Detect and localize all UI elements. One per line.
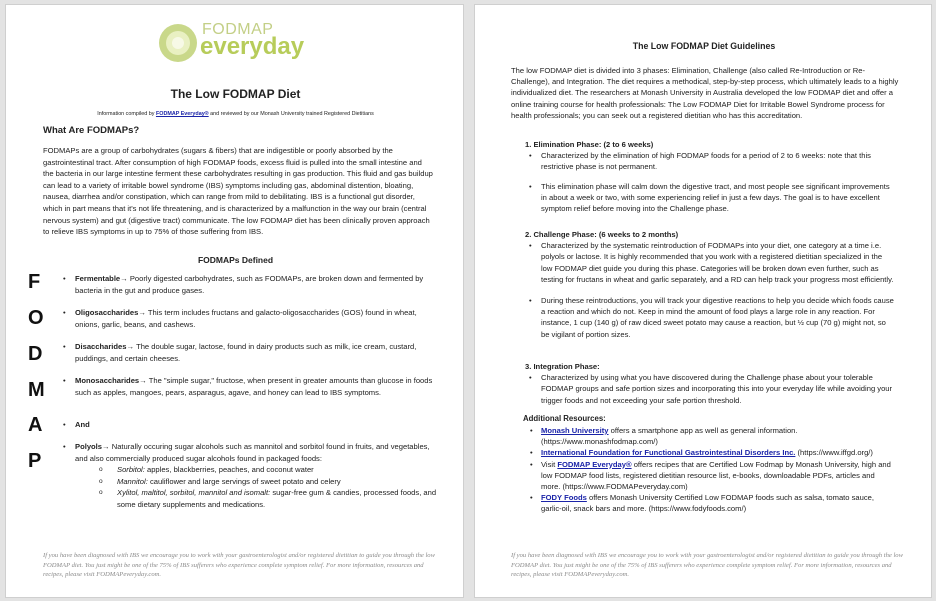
term-name: Polyols [75, 442, 103, 451]
resource-item [530, 459, 891, 493]
phase-title: 2. Challenge Phase: (6 weeks to 2 months) [525, 230, 679, 239]
term-name: Fermentable [75, 274, 121, 283]
document-page-2 [474, 4, 932, 598]
info-line [6, 111, 465, 117]
info-suffix: and reviewed by our Monash University trained Registered Dietitians [208, 111, 374, 117]
defined-heading: FODMAPs Defined [197, 255, 274, 265]
term-name: Monosaccharides [75, 376, 140, 385]
term-name: And [75, 420, 90, 429]
fodmap-everyday-link[interactable]: FODMAP Everyday® [155, 111, 209, 117]
polyol-item [95, 487, 441, 510]
resources-heading: Additional Resources: [523, 414, 606, 423]
term-text: Naturally occuring sugar alcohols such as mannitol and sorbitol found in fruits, and vegetables, and also commercially produced sugar alcohols found in packaged foods: [75, 442, 430, 463]
page-title: The Low FODMAP Diet [170, 87, 301, 101]
term-text: Poorly digested carbohydrates, such as FODMAPs, are broken down and fermented by bacteria in the gut and produce gases. [75, 274, 424, 295]
term-name: Disaccharides [75, 342, 127, 351]
acronym-letter: F [28, 271, 41, 293]
logo-top-text: FODMAP [202, 21, 274, 38]
polyol-item [95, 476, 441, 488]
polyol-name: Xylitol, maltitol, sorbitol, mannitol and isomalt: [117, 488, 271, 498]
phase-title: 1. Elimination Phase: (2 to 6 weeks) [525, 140, 654, 149]
polyol-text: apples, blackberries, peaches, and coconut water [144, 465, 314, 475]
phase-bullet: • During these reintroductions, you will track your digestive reactions to help you decide which foods cause a reaction and which do not. Keep in mind the amount of food plays a large role in any reaction. For instance, 1 cup (140 g) of raw diced sweet potato may cause a reaction, but ½ cup (70 g) might not, so be vigilant of portion sizes. [529, 295, 895, 340]
polyol-text: cauliflower and large servings of sweet potato and celery [147, 476, 341, 486]
intro-paragraph: The low FODMAP diet is divided into 3 phases: Elimination, Challenge (also called Re-Introduction or Re-Challenge), and Integration. The diet requires a methodical, step-by-step process, which ultimately leads to a highly individualized diet. The researchers at Monash University in Australia developed the low FODMAP diet and offer a online training course for health professionals: The Low FODMAP Diet for Irritable Bowel Syndrome process for health professionals; you can seek out a registered dietitian who has this accreditation. [511, 66, 899, 120]
term-name: Oligosaccharides [75, 308, 139, 317]
phase-bullet: • Characterized by the elimination of high FODMAP foods for a period of 2 to 6 weeks: note that this restrictive phase is not permanent. [529, 150, 895, 172]
polyol-name: Mannitol: [117, 476, 148, 486]
acronym-letter: P [28, 450, 42, 472]
term-item [61, 441, 441, 511]
resource-text: offers Monash University Certified Low FODMAP foods such as salsa, tomato sauce, garlic-oil, snack bars and more. (https://www.fodyfoods.com/) [541, 493, 874, 514]
term-text: The double sugar, lactose, found in dairy products such as milk, ice cream, custard, puddings, and certain cheeses. [75, 342, 417, 363]
arrow-icon: → [139, 376, 147, 385]
intro-paragraph: FODMAPs are a group of carbohydrates (sugars & fibers) that are indigestible or poorly absorbed by the gastrointestinal tract. After consumption of high FODMAP foods, excess fluid is pulled into the small intestine and the bacteria in our large intestine ferment these carbohydrates resulting in gas production. This fluid and gas buildup can lead to a variety of irritable bowel syndrome (IBS) symptoms including gas, abdominal distention, bloating, nausea, diarrhea and/or constipation, which can range from mild to debilitating. IBS is a functional gut disorder, which in part means that it's not life threatening, and is characterized by a malfunction in the way our brain (central nervous system) and gut (digestive tract) communicate. The low FODMAP diet has been clinically proven approach to relieve IBS symptoms in up to 75% of those suffering from IBS. [43, 146, 433, 237]
resource-link[interactable]: FODMAP Everyday® [557, 459, 632, 469]
page-title: The Low FODMAP Diet Guidelines [632, 41, 776, 51]
phase-bullet: • Characterized by the systematic reintroduction of FODMAPs into your diet, one category at a time i.e. polyols or lactose. It is highly recommended that you work with a registered dietitian specialized in the low FODMAP diet guide you during this phase. Categories will be broken down even further, such as testing for fructans in wheat and garlic separately, and a RD can help track your progress most efficiently. [529, 240, 895, 285]
resource-text: offers recipes that are Certified Low Fodmap by Monash University, high and low FODMAP food lists, registered dietitian resource list, e-books, downloadable PDFs, articles and more. (https://www.FODMAPeveryday.com) [541, 459, 891, 492]
term-item [61, 419, 441, 431]
phase-bullet: • This elimination phase will calm down the digestive tract, and most people see significant improvements in about a week or two, with some experiencing relief in just a few days. The goal is to have excellent symptom relief before moving into the Challenge phase. [529, 181, 895, 215]
phase-section [525, 361, 895, 406]
resources-list [541, 425, 891, 515]
logo-bottom-text: everyday [200, 33, 305, 60]
term-item [61, 273, 441, 296]
arrow-icon: → [138, 308, 146, 317]
acronym-letter: A [28, 414, 43, 436]
phase-section [525, 229, 895, 340]
resource-link[interactable]: FODY Foods [541, 493, 587, 503]
kiwi-logo-icon [158, 23, 198, 63]
polyol-text: sugar-free gum & candies, processed foods, and some dietary supplements and medications. [117, 488, 437, 509]
term-item [61, 307, 441, 330]
acronym-letter: D [28, 343, 43, 365]
polyol-item [95, 464, 441, 476]
phase-title: 3. Integration Phase: [525, 362, 600, 371]
section-heading: What Are FODMAPs? [43, 125, 140, 136]
resource-prefix: Visit [541, 459, 558, 469]
phase-bullet: • Characterized by using what you have discovered during the Challenge phase about your tolerable FODMAP groups and safe portion sizes and incorporating this into your everyday life while avoiding your trigger foods and not exceeding your safe portion threshold. [529, 372, 895, 406]
resource-link[interactable]: International Foundation for Functional Gastrointestinal Disorders Inc. [541, 448, 796, 458]
resource-item [530, 425, 891, 447]
fodmap-everyday-logo [158, 21, 308, 65]
arrow-icon: → [120, 274, 128, 283]
page-footer: If you have been diagnosed with IBS we encourage you to work with your gastroenterologist and/or registered dietitian to guide you through the low FODMAP diet. You just might be one of the 75% of IBS sufferers who experience complete symptom relief. For more information, resources and recipes, please visit FODMAPeveryday.com. [511, 552, 903, 579]
resource-text: offers a smartphone app as well as general information. (https://www.monashfodmap.com/) [541, 426, 798, 447]
resource-item [530, 492, 891, 514]
resource-text: (https://www.iffgd.org/) [795, 448, 873, 458]
arrow-icon: → [102, 442, 110, 451]
resource-item [530, 447, 891, 458]
document-page-1 [5, 4, 464, 598]
page-footer: If you have been diagnosed with IBS we encourage you to work with your gastroenterologist and/or registered dietitian to guide you through the low FODMAP diet. You just might be one of the 75% of IBS sufferers who experience complete symptom relief. For more information, resources and recipes, please visit FODMAPeveryday.com. [43, 552, 435, 579]
info-prefix: Information compiled by [97, 111, 156, 117]
arrow-icon: → [126, 342, 135, 351]
acronym-letter: M [28, 379, 45, 401]
acronym-letter: O [28, 307, 44, 329]
term-text: The "simple sugar," fructose, when present in greater amounts than glucose in foods such as apples, mangoes, pears, asparagus, agave, and honey can lead to IBS symptoms. [75, 376, 433, 397]
term-item [61, 375, 441, 398]
polyol-name: Sorbitol: [117, 465, 145, 475]
resource-link[interactable]: Monash University [541, 426, 609, 435]
term-text: This term includes fructans and galacto-oligosaccharides (GOS) found in wheat, onions, garlic, beans, and cashews. [75, 308, 417, 329]
phase-section [525, 139, 895, 214]
term-item [61, 341, 441, 364]
